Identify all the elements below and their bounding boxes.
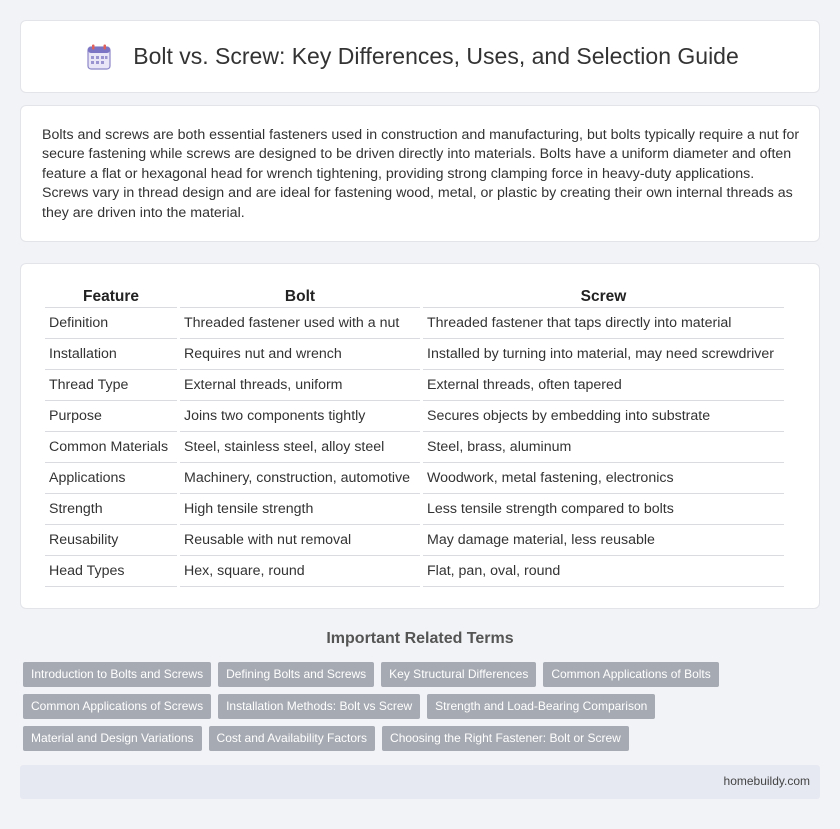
related-terms-heading: Important Related Terms: [326, 630, 514, 647]
table-cell: Strength: [45, 494, 177, 525]
table-cell: Steel, brass, aluminum: [423, 432, 784, 463]
table-cell: Reusable with nut removal: [180, 525, 420, 556]
tag-link[interactable]: Common Applications of Bolts: [543, 662, 718, 687]
table-cell: Head Types: [45, 556, 177, 587]
table-cell: Installation: [45, 339, 177, 370]
comparison-table: [42, 286, 787, 587]
table-row: [45, 401, 784, 432]
table-cell: External threads, uniform: [180, 370, 420, 401]
table-cell: Applications: [45, 463, 177, 494]
tag-row: [23, 662, 823, 687]
table-cell: Steel, stainless steel, alloy steel: [180, 432, 420, 463]
footer-site-name: homebuildy.com: [723, 774, 810, 788]
title-wrap: [21, 21, 819, 92]
table-cell: Purpose: [45, 401, 177, 432]
column-header-bolt: Bolt: [180, 286, 420, 308]
title-card: [20, 20, 820, 93]
table-cell: Common Materials: [45, 432, 177, 463]
table-cell: Installed by turning into material, may need screwdriver: [423, 339, 784, 370]
column-header-feature: Feature: [45, 286, 177, 308]
table-cell: May damage material, less reusable: [423, 525, 784, 556]
comparison-table-card: [20, 263, 820, 609]
table-cell: External threads, often tapered: [423, 370, 784, 401]
tag-row: [23, 726, 823, 751]
related-terms-tags: [23, 662, 823, 758]
tag-link[interactable]: Key Structural Differences: [381, 662, 536, 687]
table-cell: Definition: [45, 308, 177, 339]
table-row: [45, 432, 784, 463]
table-cell: Woodwork, metal fastening, electronics: [423, 463, 784, 494]
tag-link[interactable]: Defining Bolts and Screws: [218, 662, 374, 687]
table-cell: Threaded fastener that taps directly into material: [423, 308, 784, 339]
table-row: [45, 525, 784, 556]
page-title: Bolt vs. Screw: Key Differences, Uses, and Selection Guide: [133, 43, 739, 69]
table-cell: Requires nut and wrench: [180, 339, 420, 370]
tag-row: [23, 694, 823, 719]
tag-link[interactable]: Material and Design Variations: [23, 726, 202, 751]
table-cell: Flat, pan, oval, round: [423, 556, 784, 587]
footer: [20, 765, 820, 799]
table-row: [45, 370, 784, 401]
tag-link[interactable]: Installation Methods: Bolt vs Screw: [218, 694, 420, 719]
table-header-row: [45, 286, 784, 308]
table-row: [45, 556, 784, 587]
column-header-screw: Screw: [423, 286, 784, 308]
table-cell: Threaded fastener used with a nut: [180, 308, 420, 339]
tag-link[interactable]: Common Applications of Screws: [23, 694, 211, 719]
intro-paragraph: Bolts and screws are both essential fasteners used in construction and manufacturing, but bolts typically require a nut for secure fastening while screws are designed to be driven directly into materials. Bolts have a uniform diameter and often feature a flat or hexagonal head for wrench tightening, providing strong clamping force in heavy-duty applications. Screws vary in thread design and are ideal for fastening wood, metal, or plastic by creating their own internal threads as they are driven into the material.: [42, 127, 800, 221]
table-cell: Thread Type: [45, 370, 177, 401]
tag-link[interactable]: Introduction to Bolts and Screws: [23, 662, 211, 687]
table-row: [45, 463, 784, 494]
tag-link[interactable]: Strength and Load-Bearing Comparison: [427, 694, 655, 719]
table-cell: Machinery, construction, automotive: [180, 463, 420, 494]
table-cell: Less tensile strength compared to bolts: [423, 494, 784, 525]
table-cell: Joins two components tightly: [180, 401, 420, 432]
table-cell: Secures objects by embedding into substrate: [423, 401, 784, 432]
table-cell: High tensile strength: [180, 494, 420, 525]
table-cell: Hex, square, round: [180, 556, 420, 587]
table-row: [45, 339, 784, 370]
table-row: [45, 494, 784, 525]
tag-link[interactable]: Cost and Availability Factors: [209, 726, 376, 751]
intro-card: [20, 105, 820, 242]
tag-link[interactable]: Choosing the Right Fastener: Bolt or Screw: [382, 726, 629, 751]
table-cell: Reusability: [45, 525, 177, 556]
table-row: [45, 308, 784, 339]
calendar-icon: [87, 44, 111, 70]
